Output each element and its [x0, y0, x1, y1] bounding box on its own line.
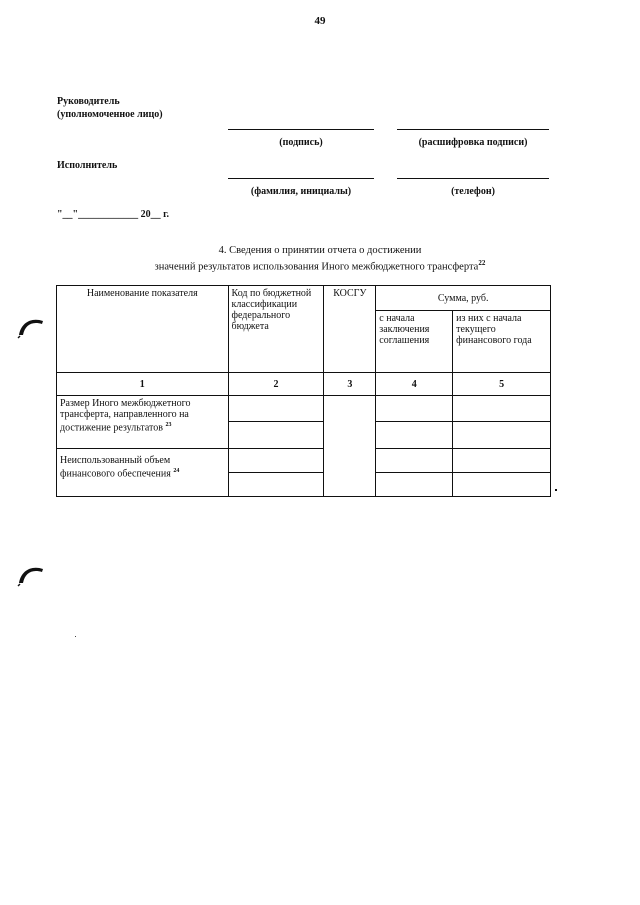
- cell-since-year[interactable]: [453, 473, 551, 497]
- binder-hole-mark-icon: [17, 563, 45, 587]
- signature-caption: (подпись): [279, 137, 323, 148]
- cell-budget-code[interactable]: [228, 473, 324, 497]
- section-title-line2-text: значений результатов использования Иного межбюджетного трансферта: [154, 261, 479, 273]
- head-label-line1: Руководитель: [57, 96, 120, 107]
- executor-label: Исполнитель: [57, 160, 118, 171]
- cell-since-year[interactable]: [453, 396, 551, 422]
- header-indicator: Наименование показателя: [57, 286, 229, 373]
- date-line: "__"____________ 20__ г.: [57, 209, 170, 220]
- header-budget-code: Код по бюджетной классификации федерального бюджета: [228, 286, 324, 373]
- page-number: 49: [314, 15, 326, 27]
- scan-dot: [75, 636, 76, 637]
- scan-dot: [555, 489, 557, 491]
- cell-budget-code[interactable]: [228, 422, 324, 449]
- signature-line: [228, 129, 374, 130]
- row-label-transfer-size: [57, 396, 229, 449]
- row-label-text: Неиспользованный объем финансового обеспечения: [60, 455, 171, 480]
- section-footnote: 22: [478, 259, 486, 267]
- table-row: [57, 449, 551, 473]
- column-number-3: 3: [324, 373, 376, 396]
- header-since-agreement: с начала заключения соглашения: [376, 311, 453, 373]
- column-number-1: 1: [57, 373, 229, 396]
- decoding-line: [397, 129, 549, 130]
- row-footnote: 24: [173, 468, 180, 474]
- row-label-text: Размер Иного межбюджетного трансферта, направленного на достижение результатов: [60, 398, 191, 434]
- header-since-year: из них с начала текущего финансового года: [453, 311, 551, 373]
- cell-kosgu[interactable]: [324, 396, 376, 497]
- name-line: [228, 178, 374, 179]
- cell-budget-code[interactable]: [228, 396, 324, 422]
- phone-line: [397, 178, 549, 179]
- header-row-1: [57, 286, 551, 311]
- cell-since-agreement[interactable]: [376, 396, 453, 422]
- row-footnote: 23: [165, 422, 172, 428]
- column-number-row: [57, 373, 551, 396]
- row-label-unused-volume: [57, 449, 229, 497]
- binder-hole-mark-icon: [17, 315, 45, 339]
- header-sum: Сумма, руб.: [376, 286, 551, 311]
- column-number-2: 2: [228, 373, 324, 396]
- table-row: [57, 396, 551, 422]
- column-number-5: 5: [453, 373, 551, 396]
- cell-since-agreement[interactable]: [376, 473, 453, 497]
- section-title: [100, 244, 540, 274]
- cell-since-agreement[interactable]: [376, 422, 453, 449]
- column-number-4: 4: [376, 373, 453, 396]
- head-label: [57, 95, 163, 121]
- name-caption: (фамилия, инициалы): [250, 186, 352, 197]
- section-title-line1: 4. Сведения о принятии отчета о достижении: [218, 245, 422, 256]
- cell-budget-code[interactable]: [228, 449, 324, 473]
- cell-since-year[interactable]: [453, 422, 551, 449]
- cell-since-agreement[interactable]: [376, 449, 453, 473]
- header-kosgu: КОСГУ: [324, 286, 376, 373]
- phone-caption: (телефон): [451, 186, 495, 197]
- section-title-line2: [100, 257, 540, 274]
- decoding-caption: (расшифровка подписи): [418, 137, 528, 148]
- head-label-line2: (уполномоченное лицо): [57, 109, 163, 120]
- cell-since-year[interactable]: [453, 449, 551, 473]
- report-table: [56, 285, 551, 497]
